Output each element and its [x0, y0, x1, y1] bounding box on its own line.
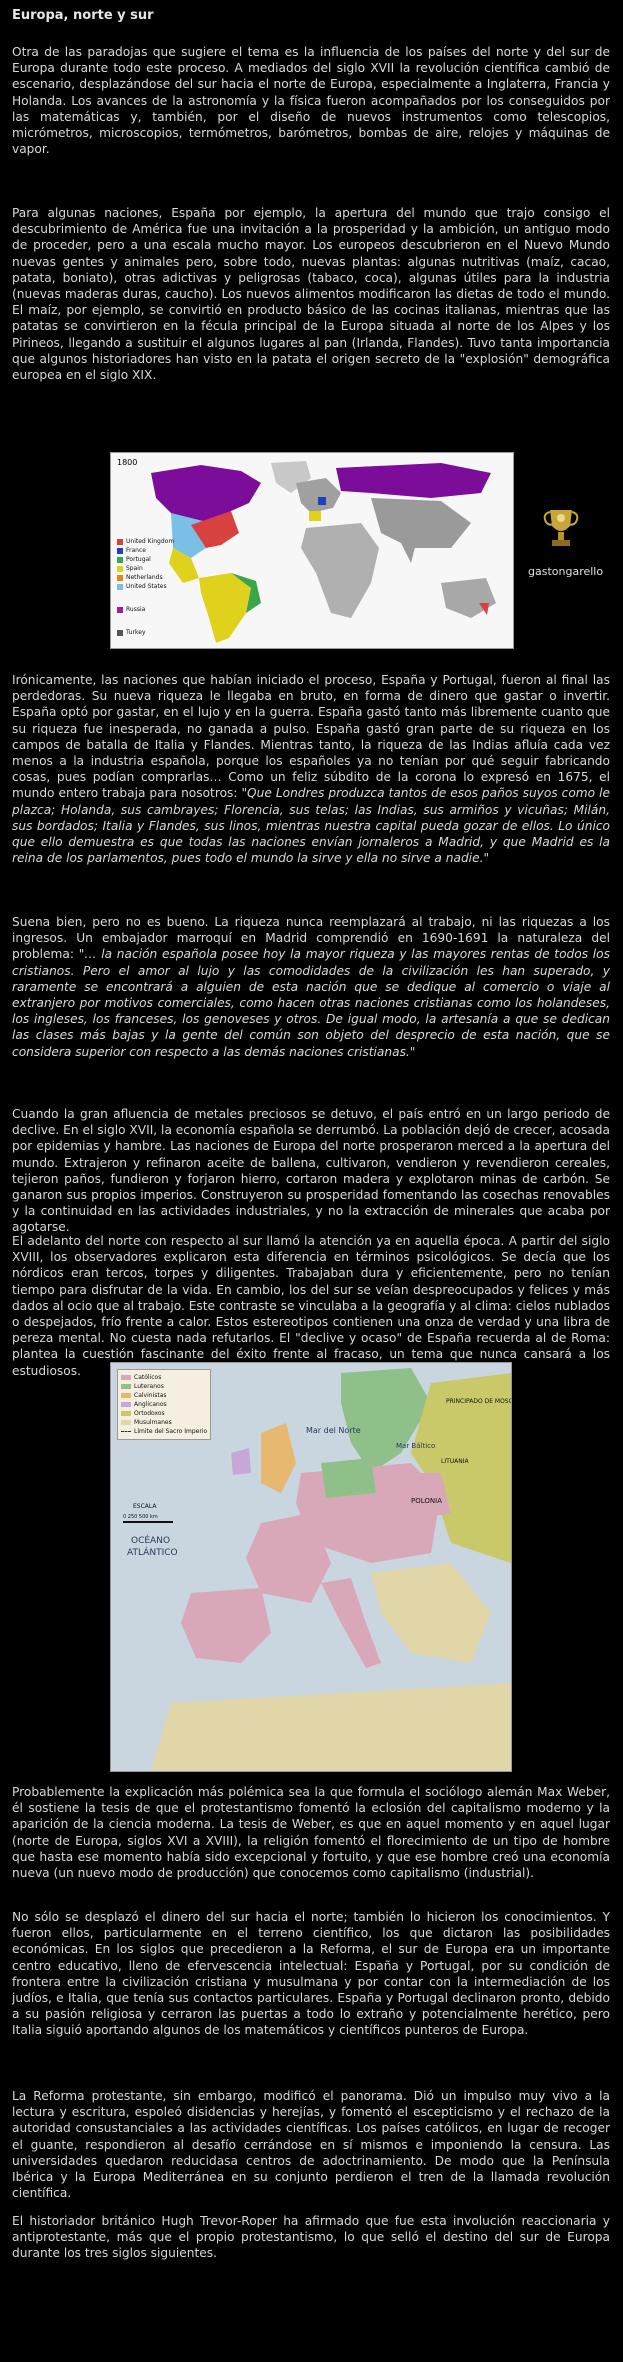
map-year: 1800 [117, 458, 138, 467]
legend-item: Musulmanes [121, 1418, 207, 1427]
europe-religions-map [110, 1362, 512, 1772]
svg-text:Mar del Norte: Mar del Norte [306, 1426, 361, 1435]
svg-text:OCÉANO: OCÉANO [131, 1536, 171, 1546]
quote-2: "… la nación española posee hoy la mayor riqueza y las mayores rentas de todos los cristianos. Pero el amor al lujo y las comodidades de la civilización les han superado, y raramente se encontrará a alguien de esta nación que se dedique al comercio o viaje al extranjero por motivos comerciales, como hacen otras naciones cristianas como los holandeses, los ingleses, los franceses, los genoveses y otros. De igual modo, la artesanía a que se dedican las clases más bajas y la gente del común son objeto del desprecio de esta nación, que se considera superior con respecto a las demás naciones cristianas." [12, 947, 610, 1059]
legend-item: Calvinistas [121, 1391, 207, 1400]
author-name[interactable]: gastongarello [528, 565, 604, 578]
paragraph-7: Probablemente la explicación más polémica sea la que formula el sociólogo alemán Max Weber, él sostiene la tesis de que el protestantismo fomentó la eclosión del capitalismo moderno y la aparición de la ciencia moderna. La tesis de Weber, es que en aquel momento y en aquel lugar (norte de Europa, siglos XVI a XVIII), la religión fomentó el florecimiento de un tipo de hombre que hasta ese momento había sido excepcional y fortuito, y que ese hombre creó una economía nueva (un nuevo modo de producción) que conocemos como capitalismo (industrial). [12, 1785, 610, 1881]
legend-item: United States [117, 582, 174, 591]
europe-map-legend [117, 1369, 211, 1440]
svg-text:LITUANIA: LITUANIA [441, 1458, 469, 1465]
paragraph-9: La Reforma protestante, sin embargo, modificó el panorama. Dió un impulso muy vivo a la lectura y escritura, espoleó disidencias y herejías, y fomentó el escepticismo y el rechazo de la autoridad consustanciales a las actividades científicas. Los países católicos, en lugar de recoger el guante, respondieron al desafío cerrándose en sí mismos e imponiendo la censura. Las universidades quedaron reducidasa centros de adoctrinamiento. De modo que la Península Ibérica y la Europa Mediterránea en su conjunto perdieron el tren de la llamada revolución científica. [12, 2089, 610, 2201]
legend-item: Luteranos [121, 1382, 207, 1391]
paragraph-8: No sólo se desplazó el dinero del sur hacia el norte; también lo hicieron los conocimientos. Y fueron ellos, particularmente en el terreno científico, los que dictaron las posibilidades económicas. En los siglos que precedieron a la Reforma, el sur de Europa era un importante centro educativo, lleno de efervescencia intelectual: España y Portugal, por su condición de frontera entre la civilización cristiana y musulmana y por contar con la intermediación de los judíos, e Italia, que tenía sus contactos particulares. España y Portugal declinaron pronto, debido a su pasión religiosa y cerraron las puertas a todo lo extraño y potencialmente herético, pero Italia siguió aportando algunos de los matemáticos y científicos punteros de Europa. [12, 1910, 610, 2038]
svg-text:ESCALA: ESCALA [133, 1503, 157, 1510]
svg-text:Mar Báltico: Mar Báltico [396, 1442, 436, 1450]
paragraph-4: Suena bien, pero no es bueno. La riqueza nunca reemplazará al trabajo, ni las riquezas a los ingresos. Un embajador marroquí en Madrid comprendió en 1690-1691 la naturaleza del problema: "… la nación española posee hoy la mayor riqueza y las mayores rentas de todos los cristianos. Pero el amor al lujo y las comodidades de la civilización les han superado, y raramente se encontrará a alguien de esta nación que se dedique al comercio o viaje al extranjero por motivos comerciales, como hacen otras naciones cristianas como los holandeses, los ingleses, los franceses, los genoveses y otros. De igual modo, la artesanía a que se dedican las clases más bajas y la gente del común son objeto del desprecio de esta nación, que se considera superior con respecto a las demás naciones cristianas." [12, 915, 610, 1059]
legend-item: Turkey [117, 628, 174, 637]
paragraph-2: Para algunas naciones, España por ejemplo, la apertura del mundo que trajo consigo el descubrimiento de América fue una invitación a la prosperidad y la ambición, un antiguo modo de proceder, pero a una escala mucho mayor. Los europeos descubrieron en el Nuevo Mundo nuevas gentes y animales pero, sobre todo, nuevas plantas: algunas nutritivas (maíz, cacao, patata, boniato), otras adictivas y peligrosas (tabaco, coca), algunas útiles para la industria (nuevas maderas duras, caucho). Los nuevos alimentos modificaron las dietas de todo el mundo. El maíz, por ejemplo, se convirtió en producto básico de las cocinas italianas, mientras que las patatas se convirtieron en la fécula principal de la Europa situada al norte de los Alpes y los Pirineos, llegando a sustituir el algunos lugares al pan (Irlanda, Flandes). Tuvo tanta importancia que algunos historiadores han visto en la patata el origen secreto de la "explosión" demográfica europea en el siglo XIX. [12, 206, 610, 383]
trophy-icon[interactable] [540, 506, 582, 552]
legend-item: Ortodoxos [121, 1409, 207, 1418]
svg-text:0 250 500 km: 0 250 500 km [123, 1514, 158, 1520]
legend-item: Católicos [121, 1373, 207, 1382]
paragraph-10: El historiador británico Hugh Trevor-Roper ha afirmado que fue esta involución reaccionaria y antiprotestante, más que el propio protestantismo, lo que selló el destino del sur de Europa durante los tres siglos siguientes. [12, 2214, 610, 2261]
paragraph-1: Otra de las paradojas que sugiere el tema es la influencia de los países del norte y del sur de Europa durante todo este proceso. A mediados del siglo XVII la revolución científica cambió de escenario, desplazándose del sur hacia el norte de Europa, especialmente a Inglaterra, Francia y Holanda. Los avances de la astronomía y la física fueron acompañados por los conseguidos por las matemáticas y, también, por el diseño de nuevos instrumentos como telescopios, micrómetros, microscopios, termómetros, barómetros, bombas de aire, relojes y máquinas de vapor. [12, 45, 610, 157]
map-legend [117, 537, 174, 637]
page-title: Europa, norte y sur [12, 8, 154, 23]
paragraph-6: El adelanto del norte con respecto al sur llamó la atención ya en aquella época. A partir del siglo XVIII, los observadores explicaron esta diferencia en términos psicológicos. Se decía que los nórdicos eran tercos, torpes y diligentes. Trabajaban dura y eficientemente, pero no tenían tiempo para disfrutar de la vida. En cambio, los del sur se veían despreocupados y felices y más dados al ocio que al trabajo. Este contraste se vinculaba a la geografía y al clima: cielos nublados o despejados, frío frente a calor. Estos estereotipos contienen una onza de verdad y una libra de pereza mental. No cuesta nada refutarlos. El "declive y ocaso" de España recuerda al de Roma: plantea la cuestión fascinante del éxito frente al fracaso, un tema que nunca cansará a los estudiosos. [12, 1234, 610, 1378]
legend-item: Russia [117, 605, 174, 614]
paragraph-3: Irónicamente, las naciones que habían iniciado el proceso, España y Portugal, fueron al final las perdedoras. Su nueva riqueza le llegaba en bruto, en forma de dinero que gastar o invertir. España optó por gastar, en el lujo y en la guerra. España gastó tanto más libremente cuanto que su riqueza fue inesperada, no ganada a pulso. España gastó gran parte de su riqueza en los campos de batalla de Italia y Flandes. Mientras tanto, la riqueza de las Indias afluía cada vez menos a la industria española, porque los españoles ya no tenían por qué seguir fabricando cosas, pues podían comprarlas… Como un feliz súbdito de la corona lo expresó en 1675, el mundo entero trabaja para nosotros: "Que Londres produzca tantos de esos paños suyos como le plazca; Holanda, sus cambrayes; Florencia, sus telas; las Indias, sus armiños y vicuñas; Milán, sus bordados; Italia y Flandes, sus linos, mientras nuestra capital pueda gozar de ellos. Lo único que ello demuestra es que todas las naciones envían jornaleros a Madrid, y que Madrid es la reina de los parlamentos, pues todo el mundo la sirve y ella no sirve a nadie." [12, 673, 610, 866]
legend-item: Portugal [117, 555, 174, 564]
legend-item: Netherlands [117, 573, 174, 582]
quote-1: "Que Londres produzca tantos de esos paños suyos como le plazca; Holanda, sus cambrayes; Florencia, sus telas; las Indias, sus armiños y vicuñas; Milán, sus bordados; Italia y Flandes, sus linos, mientras nuestra capital pueda gozar de ellos. Lo único que ello demuestra es que todas las naciones envían jornaleros a Madrid, y que Madrid es la reina de los parlamentos, pues todo el mundo la sirve y ella no sirve a nadie." [12, 786, 610, 866]
paragraph-5: Cuando la gran afluencia de metales preciosos se detuvo, el país entró en un largo periodo de declive. En el siglo XVII, la economía española se derrumbó. La población dejó de crecer, acosada por epidemias y hambre. Las naciones de Europa del norte prosperaron merced a la apertura del mundo. Extrajeron y refinaron aceite de ballena, cultivaron, vendieron y revendieron cereales, tejieron paños, fundieron y forjaron hierro, cortaron madera y explotaron minas de carbón. Se ganaron sus propios imperios. Construyeron su prosperidad fomentando las cosechas renovables y la continuidad en las actividades industriales, y no la extracción de minerales que acaba por agotarse. [12, 1107, 610, 1235]
legend-item: France [117, 546, 174, 555]
svg-text:POLONIA: POLONIA [411, 1497, 442, 1505]
legend-item: Límite del Sacro Imperio [121, 1427, 207, 1436]
legend-item: Spain [117, 564, 174, 573]
legend-item: Anglicanos [121, 1400, 207, 1409]
svg-text:ATLÁNTICO: ATLÁNTICO [127, 1548, 178, 1558]
legend-item: United Kingdom [117, 537, 174, 546]
svg-text:PRINCIPADO DE MOSCÚ: PRINCIPADO DE MOSCÚ [446, 1398, 511, 1405]
colonial-empires-map [110, 452, 514, 649]
